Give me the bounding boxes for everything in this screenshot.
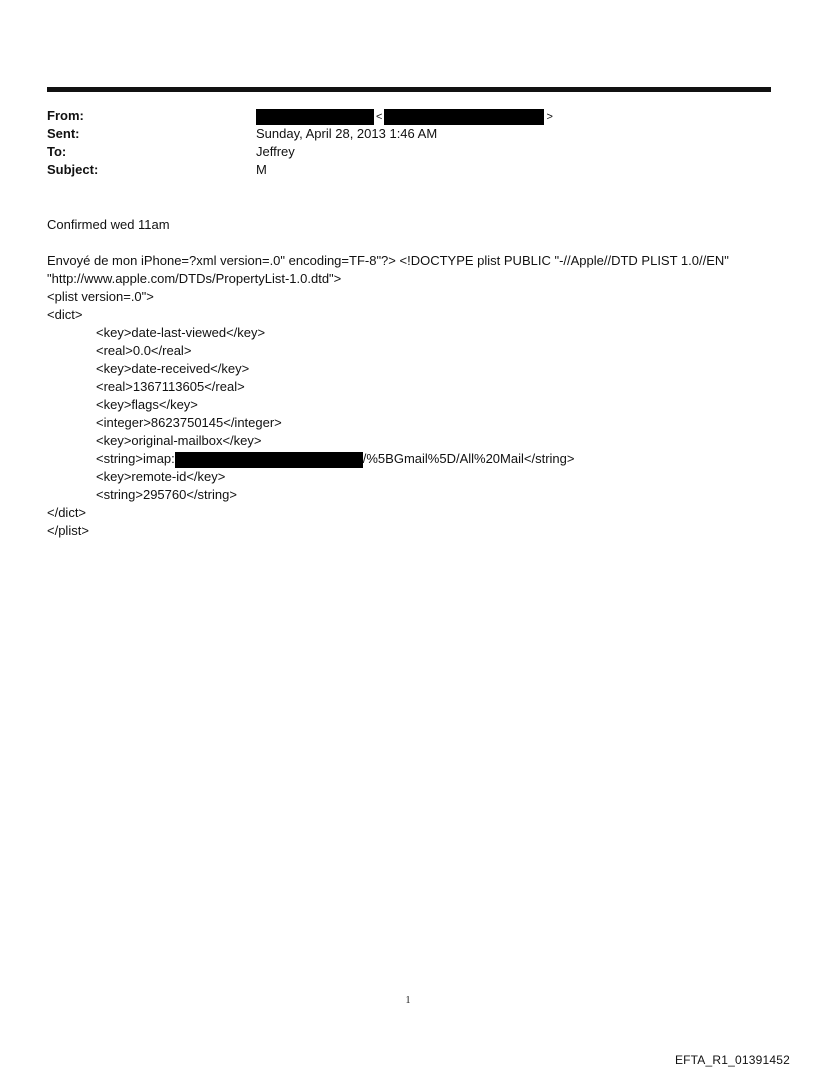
to-value: Jeffrey	[256, 144, 295, 159]
message-line: </plist>	[47, 523, 89, 538]
to-row	[47, 143, 747, 161]
message-line: <key>flags</key>	[96, 397, 198, 412]
header-rule	[47, 87, 771, 92]
message-line	[47, 450, 574, 468]
message-line: <plist version=.0">	[47, 289, 154, 304]
imap-suffix: /%5BGmail%5D/All%20Mail</string>	[362, 451, 575, 466]
subject-label: Subject:	[47, 162, 99, 177]
message-line: <integer>8623750145</integer>	[96, 415, 282, 430]
message-line: <string>295760</string>	[96, 487, 237, 502]
document-id: EFTA_R1_01391452	[674, 1053, 790, 1067]
from-label: From:	[47, 108, 84, 123]
imap-prefix: <string>imap:	[96, 451, 175, 466]
message-line: <real>1367113605</real>	[96, 379, 245, 394]
sent-row	[47, 125, 747, 143]
sent-label: Sent:	[47, 126, 80, 141]
from-open-bracket: <	[376, 110, 383, 123]
redaction-box	[175, 452, 363, 468]
message-line: "http://www.apple.com/DTDs/PropertyList-1.0.dtd">	[47, 271, 342, 286]
message-line: <key>original-mailbox</key>	[96, 433, 262, 448]
to-label: To:	[47, 144, 67, 159]
message-line: <dict>	[47, 307, 83, 322]
subject-value: M	[256, 162, 267, 177]
message-line: <key>date-received</key>	[96, 361, 250, 376]
from-close-bracket: >	[546, 110, 553, 123]
message-line: Envoyé de mon iPhone=?xml version=.0" encoding=TF-8"?> <!DOCTYPE plist PUBLIC "-//Apple//DTD PLIST 1.0//EN"	[47, 253, 729, 268]
message-line: Confirmed wed 11am	[47, 217, 170, 232]
redaction-box	[384, 109, 544, 125]
redaction-box	[256, 109, 374, 125]
page-number: 1	[405, 995, 411, 1006]
from-row	[47, 107, 747, 125]
subject-row	[47, 161, 747, 179]
message-line: </dict>	[47, 505, 87, 520]
sent-value: Sunday, April 28, 2013 1:46 AM	[256, 126, 438, 141]
from-value	[256, 107, 555, 126]
message-line: <key>date-last-viewed</key>	[96, 325, 266, 340]
message-line: <key>remote-id</key>	[96, 469, 226, 484]
message-line: <real>0.0</real>	[96, 343, 192, 358]
